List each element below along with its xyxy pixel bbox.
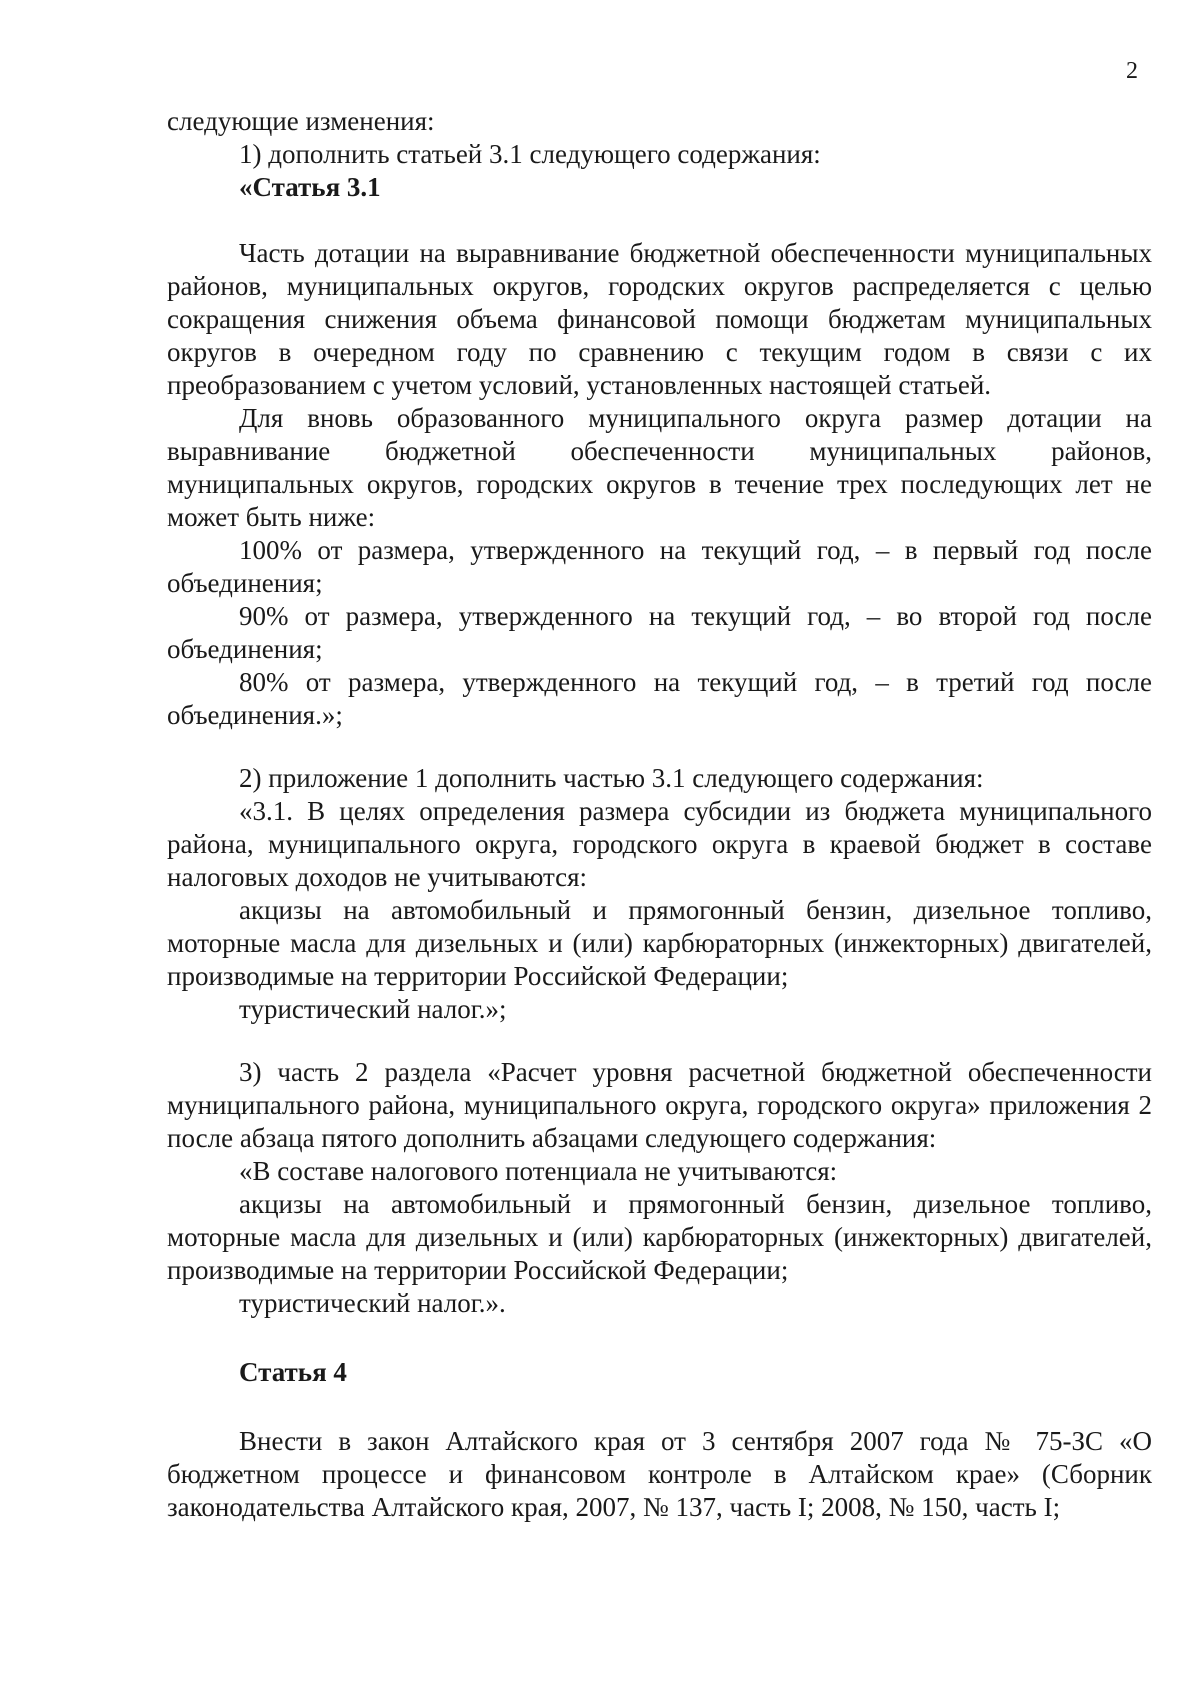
paragraph: туристический налог.».	[239, 1288, 506, 1318]
paragraph: акцизы на автомобильный и прямогонный бензин, дизельное топливо, моторные масла для дизельных и (или) карбюраторных (инжекторных) двигателей, производимые на территории Российской Федерации;	[167, 895, 1152, 991]
list-item-1: 1) дополнить статьей 3.1 следующего содержания:	[239, 139, 821, 169]
list-item-3: 3) часть 2 раздела «Расчет уровня расчетной бюджетной обеспеченности муниципального района, муниципального округа, городского округа» приложения 2 после абзаца пятого дополнить абзацами следующего содержания:	[167, 1057, 1152, 1153]
paragraph: акцизы на автомобильный и прямогонный бензин, дизельное топливо, моторные масла для дизельных и (или) карбюраторных (инжекторных) двигателей, производимые на территории Российской Федерации;	[167, 1189, 1152, 1285]
paragraph-intro: следующие изменения:	[167, 106, 435, 136]
paragraph: Часть дотации на выравнивание бюджетной обеспеченности муниципальных районов, муниципальных округов, городских округов распределяется с целью сокращения снижения объема финансовой помощи бюджетам муниципальных округов в очередном году по сравнению с текущим годом в связи с их преобразованием с учетом условий, установленных настоящей статьей.	[167, 238, 1152, 400]
paragraph: 90% от размера, утвержденного на текущий год, – во второй год после объединения;	[167, 601, 1152, 664]
document-body	[167, 105, 1152, 1524]
paragraph: 100% от размера, утвержденного на текущий год, – в первый год после объединения;	[167, 535, 1152, 598]
page-number: 2	[1126, 58, 1138, 84]
paragraph: «3.1. В целях определения размера субсидии из бюджета муниципального района, муниципального округа, городского округа в краевой бюджет в составе налоговых доходов не учитываются:	[167, 796, 1152, 892]
article-3-1-heading: «Статья 3.1	[239, 172, 381, 202]
paragraph: туристический налог.»;	[239, 994, 507, 1024]
paragraph: Внести в закон Алтайского края от 3 сентября 2007 года № 75-ЗС «О бюджетном процессе и финансовом контроле в Алтайском крае» (Сборник законодательства Алтайского края, 2007, № 137, часть I; 2008, № 150, часть I;	[167, 1426, 1152, 1522]
list-item-2: 2) приложение 1 дополнить частью 3.1 следующего содержания:	[239, 763, 984, 793]
paragraph: 80% от размера, утвержденного на текущий год, – в третий год после объединения.»;	[167, 667, 1152, 730]
paragraph: Для вновь образованного муниципального округа размер дотации на выравнивание бюджетной обеспеченности муниципальных районов, муниципальных округов, городских округов в течение трех последующих лет не может быть ниже:	[167, 403, 1152, 532]
paragraph: «В составе налогового потенциала не учитываются:	[239, 1156, 838, 1186]
article-4-heading: Статья 4	[239, 1357, 347, 1387]
